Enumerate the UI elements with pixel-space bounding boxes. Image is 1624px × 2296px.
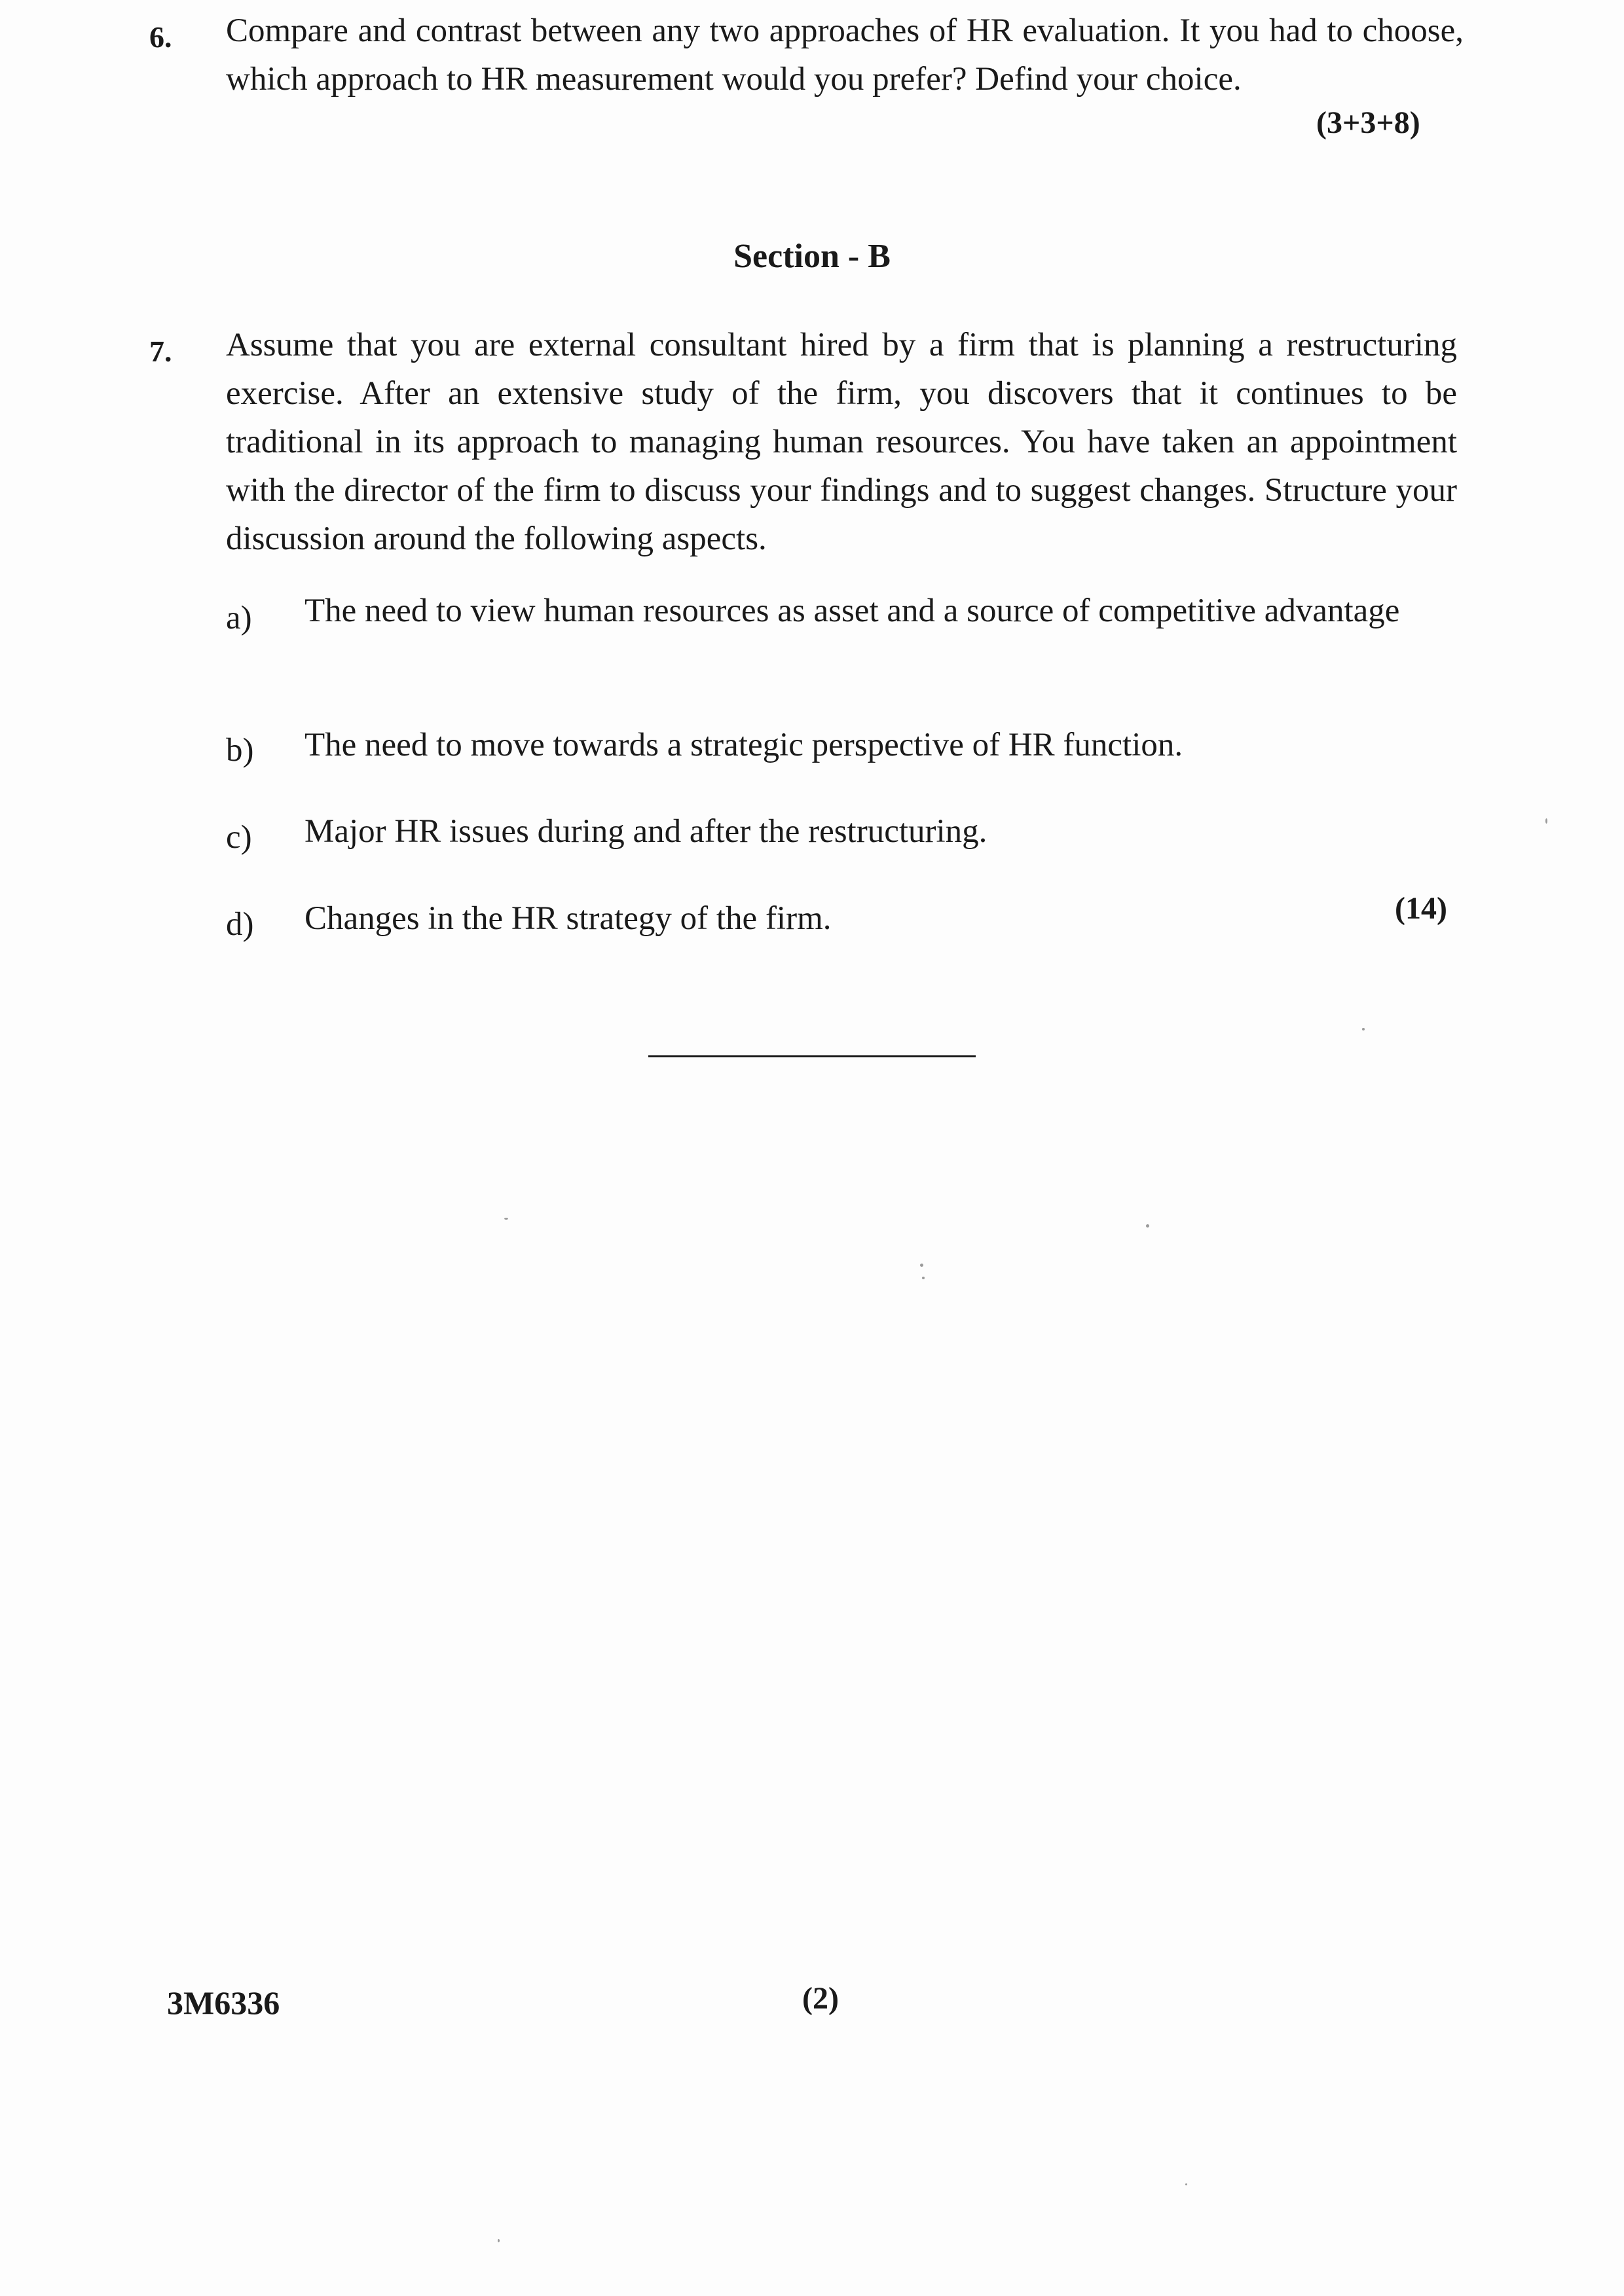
- scan-speck: [1545, 818, 1547, 824]
- scan-speck: [504, 1218, 508, 1220]
- page-number: (2): [802, 1981, 839, 2016]
- scan-speck: [1146, 1224, 1149, 1228]
- scan-speck: [922, 1277, 925, 1279]
- end-divider-line: [648, 1055, 976, 1057]
- question-6-number: 6.: [149, 20, 172, 54]
- section-b-heading: Section - B: [733, 238, 891, 275]
- part-b-label: b): [226, 732, 254, 769]
- paper-code: 3M6336: [167, 1984, 280, 2021]
- question-7-marks: (14): [1395, 891, 1447, 926]
- part-b-text: The need to move towards a strategic perspective of HR function.: [304, 727, 1183, 763]
- scan-speck: [1362, 1028, 1365, 1030]
- question-7-text: Assume that you are external consultant hired by a firm that is planning a restructuring exercise. After an extensive study of the firm, you discovers that it continues to be traditional in its approach to managing human resources. You have taken an appointment with the director of the firm to discuss your findings and to suggest changes. Structure your discussion around the following aspects.: [226, 327, 1457, 557]
- scan-speck: [498, 2239, 500, 2242]
- question-6-marks: (3+3+8): [1316, 105, 1420, 140]
- part-d-label: d): [226, 906, 254, 943]
- part-c-label: c): [226, 819, 252, 856]
- scan-speck: [920, 1264, 923, 1267]
- part-c-text: Major HR issues during and after the restructuring.: [304, 813, 987, 850]
- part-a-label: a): [226, 600, 252, 636]
- part-a-text: The need to view human resources as asset and a source of competitive advantage: [304, 592, 1400, 629]
- scan-speck: [1185, 2183, 1187, 2185]
- part-d-text: Changes in the HR strategy of the firm.: [304, 900, 832, 937]
- question-7-number: 7.: [149, 335, 172, 368]
- question-6-text: Compare and contrast between any two approaches of HR evaluation. It you had to choose, which approach to HR measurement would you prefer? Defind your choice.: [226, 12, 1464, 98]
